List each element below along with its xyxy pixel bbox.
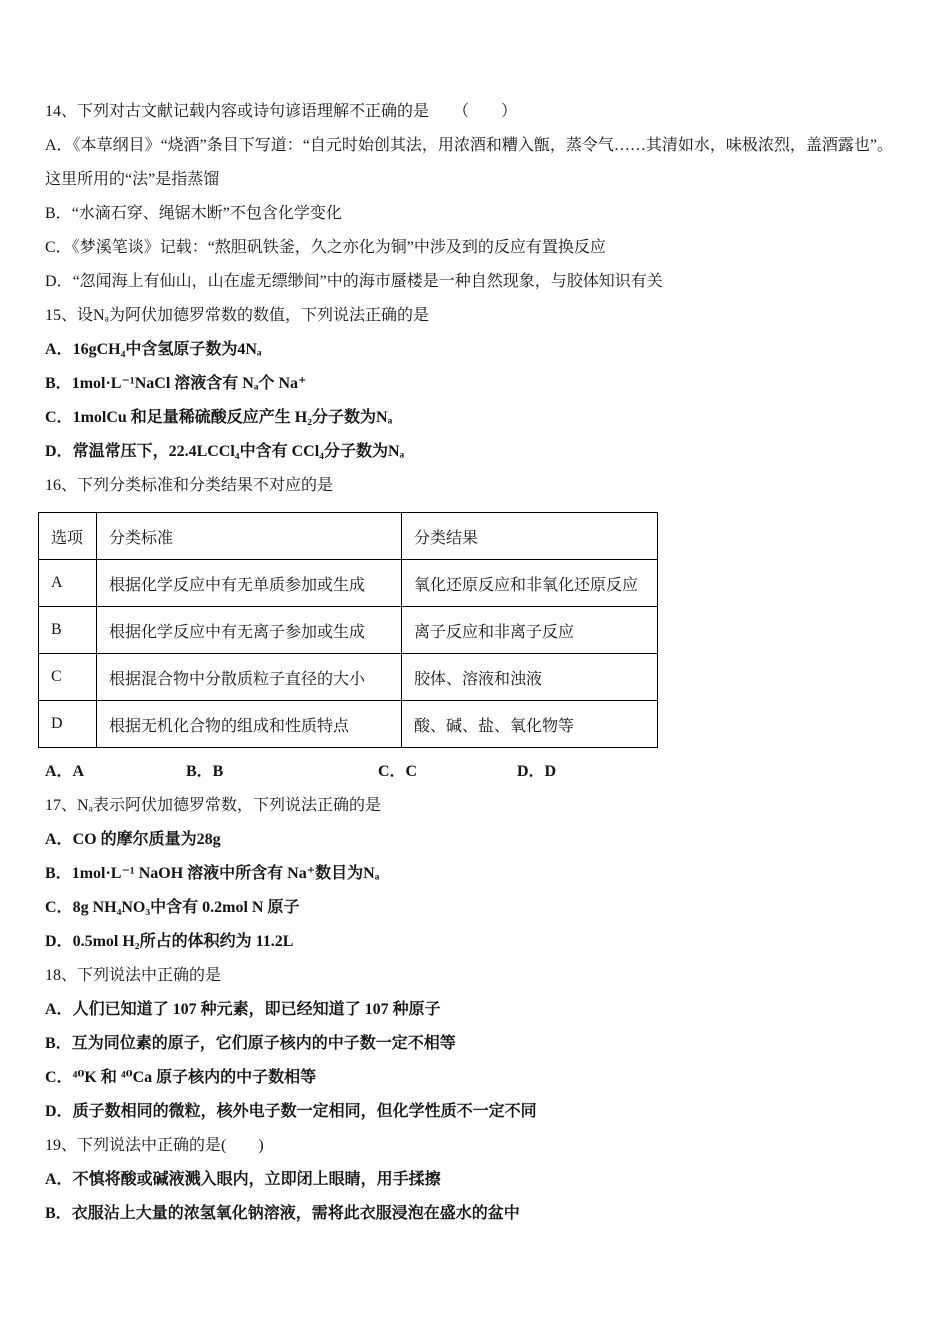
table-cell: C — [39, 654, 97, 701]
option-text: 1molCu 和足量稀硫酸反应产生 H₂分子数为Nₐ — [72, 409, 393, 426]
question-14-option-d — [45, 265, 906, 299]
question-16-number: 16、 — [45, 477, 78, 494]
question-14 — [45, 95, 906, 299]
option-text: “忽闻海上有仙山，山在虚无缥缈间”中的海市蜃楼是一种自然现象，与胶体知识有关 — [72, 273, 663, 290]
option-text: “水滴石穿、绳锯木断”不包含化学变化 — [71, 205, 342, 222]
classification-table — [38, 512, 658, 748]
option-text: 常温常压下，22.4LCCl₄中含有 CCl₄分子数为Nₐ — [72, 443, 405, 460]
question-14-option-a — [45, 129, 906, 197]
question-18-option-d — [45, 1095, 906, 1129]
question-17-number: 17、 — [45, 797, 78, 814]
question-15-option-c — [45, 401, 906, 435]
option-label: A． — [45, 1171, 73, 1188]
option-text: 不慎将酸或碱液溅入眼内，立即闭上眼睛，用手揉擦 — [72, 1171, 441, 1188]
option-text: 《梦溪笔谈》记载：“熬胆矾铁釜，久之亦化为铜”中涉及到的反应有置换反应 — [71, 239, 606, 256]
question-17 — [45, 789, 906, 959]
question-15-option-b — [45, 367, 906, 401]
question-19-option-a — [45, 1163, 906, 1197]
option-text: 0.5mol H₂所占的体积约为 11.2L — [72, 933, 294, 950]
table-cell: 根据化学反应中有无离子参加或生成 — [97, 607, 402, 654]
table-header-option: 选项 — [39, 513, 97, 560]
table-row — [39, 701, 658, 748]
option-label: D． — [45, 273, 73, 290]
table-cell: 根据化学反应中有无单质参加或生成 — [97, 560, 402, 607]
question-16 — [45, 469, 906, 789]
table-cell: 离子反应和非离子反应 — [402, 607, 658, 654]
question-15 — [45, 299, 906, 469]
option-text: ⁴⁰K 和 ⁴⁰Ca 原子核内的中子数相等 — [72, 1069, 317, 1086]
option-text: 16gCH₄中含氢原子数为4Nₐ — [72, 341, 262, 358]
table-cell: 胶体、溶液和浊液 — [402, 654, 658, 701]
option-text: 质子数相同的微粒，核外电子数一定相同，但化学性质不一定不同 — [72, 1103, 537, 1120]
option-label: D． — [45, 1103, 73, 1120]
option-text: CO 的摩尔质量为28g — [72, 831, 221, 848]
option-text: 8g NH₄NO₃中含有 0.2mol N 原子 — [72, 899, 300, 916]
option-text: 衣服沾上大量的浓氢氧化钠溶液，需将此衣服浸泡在盛水的盆中 — [71, 1205, 520, 1222]
question-17-stem-text: Nₐ表示阿伏加德罗常数，下列说法正确的是 — [77, 797, 381, 814]
question-18-stem — [45, 959, 906, 993]
question-18-option-a — [45, 993, 906, 1027]
option-text: 1mol·L⁻¹NaCl 溶液含有 Nₐ个 Na⁺ — [71, 375, 307, 392]
table-row — [39, 560, 658, 607]
table-cell: B — [39, 607, 97, 654]
question-15-option-d — [45, 435, 906, 469]
table-header-row — [39, 513, 658, 560]
question-19 — [45, 1129, 906, 1231]
table-cell: 根据混合物中分散质粒子直径的大小 — [97, 654, 402, 701]
question-18-option-c — [45, 1061, 906, 1095]
option-label: B． — [45, 205, 72, 222]
table-cell: D — [39, 701, 97, 748]
option-text: 人们已知道了 107 种元素，即已经知道了 107 种原子 — [72, 1001, 441, 1018]
option-text: 《本草纲目》“烧酒”条目下写道：“自元时始创其法，用浓酒和糟入甑，蒸令气……其清如水，味极浓烈，盖酒露也”。这里所用的“法”是指蒸馏 — [45, 137, 893, 188]
table-row — [39, 607, 658, 654]
option-text: 互为同位素的原子，它们原子核内的中子数一定不相等 — [71, 1035, 456, 1052]
option-label: B． — [45, 865, 72, 882]
option-label: C． — [45, 409, 73, 426]
question-18-stem-text: 下列说法中正确的是 — [77, 967, 222, 984]
question-19-stem-text: 下列说法中正确的是( ) — [77, 1137, 264, 1154]
option-label: C． — [45, 1069, 73, 1086]
question-17-stem — [45, 789, 906, 823]
option-label: C． — [45, 239, 72, 256]
option-label: C． — [45, 899, 73, 916]
question-17-option-d — [45, 925, 906, 959]
question-17-option-b — [45, 857, 906, 891]
question-15-stem — [45, 299, 906, 333]
question-18-option-b — [45, 1027, 906, 1061]
question-16-stem — [45, 469, 906, 503]
question-15-option-a — [45, 333, 906, 367]
question-16-stem-text: 下列分类标准和分类结果不对应的是 — [77, 477, 334, 494]
table-cell: A — [39, 560, 97, 607]
question-17-option-a — [45, 823, 906, 857]
question-18 — [45, 959, 906, 1129]
option-label: D． — [45, 933, 73, 950]
option-text: 1mol·L⁻¹ NaOH 溶液中所含有 Na⁺数目为Nₐ — [71, 865, 380, 882]
question-15-number: 15、 — [45, 307, 78, 324]
option-label: B． — [45, 1205, 72, 1222]
answer-choice-b: B．B — [186, 763, 224, 780]
table-cell: 酸、碱、盐、氧化物等 — [402, 701, 658, 748]
question-14-stem — [45, 95, 906, 129]
option-label: B． — [45, 375, 72, 392]
option-label: A． — [45, 1001, 73, 1018]
question-14-stem-text: 下列对古文献记载内容或诗句谚语理解不正确的是 （ ） — [77, 103, 518, 120]
table-row — [39, 654, 658, 701]
question-14-option-b — [45, 197, 906, 231]
option-label: A． — [45, 137, 73, 154]
question-18-number: 18、 — [45, 967, 78, 984]
table-header-standard: 分类标准 — [97, 513, 402, 560]
question-14-option-c — [45, 231, 906, 265]
answer-choice-a: A．A — [45, 763, 85, 780]
table-cell: 氧化还原反应和非氧化还原反应 — [402, 560, 658, 607]
question-19-stem — [45, 1129, 906, 1163]
table-header-result: 分类结果 — [402, 513, 658, 560]
question-17-option-c — [45, 891, 906, 925]
option-label: B． — [45, 1035, 72, 1052]
answer-choice-d: D．D — [517, 763, 557, 780]
question-19-number: 19、 — [45, 1137, 78, 1154]
option-label: A． — [45, 831, 73, 848]
table-cell: 根据无机化合物的组成和性质特点 — [97, 701, 402, 748]
question-14-number: 14、 — [45, 103, 78, 120]
question-15-stem-text: 设Nₐ为阿伏加德罗常数的数值，下列说法正确的是 — [77, 307, 429, 324]
option-label: A． — [45, 341, 73, 358]
answer-choice-c: C．C — [378, 763, 418, 780]
option-label: D． — [45, 443, 73, 460]
question-19-option-b — [45, 1197, 906, 1231]
question-16-answer-choices — [45, 755, 906, 789]
